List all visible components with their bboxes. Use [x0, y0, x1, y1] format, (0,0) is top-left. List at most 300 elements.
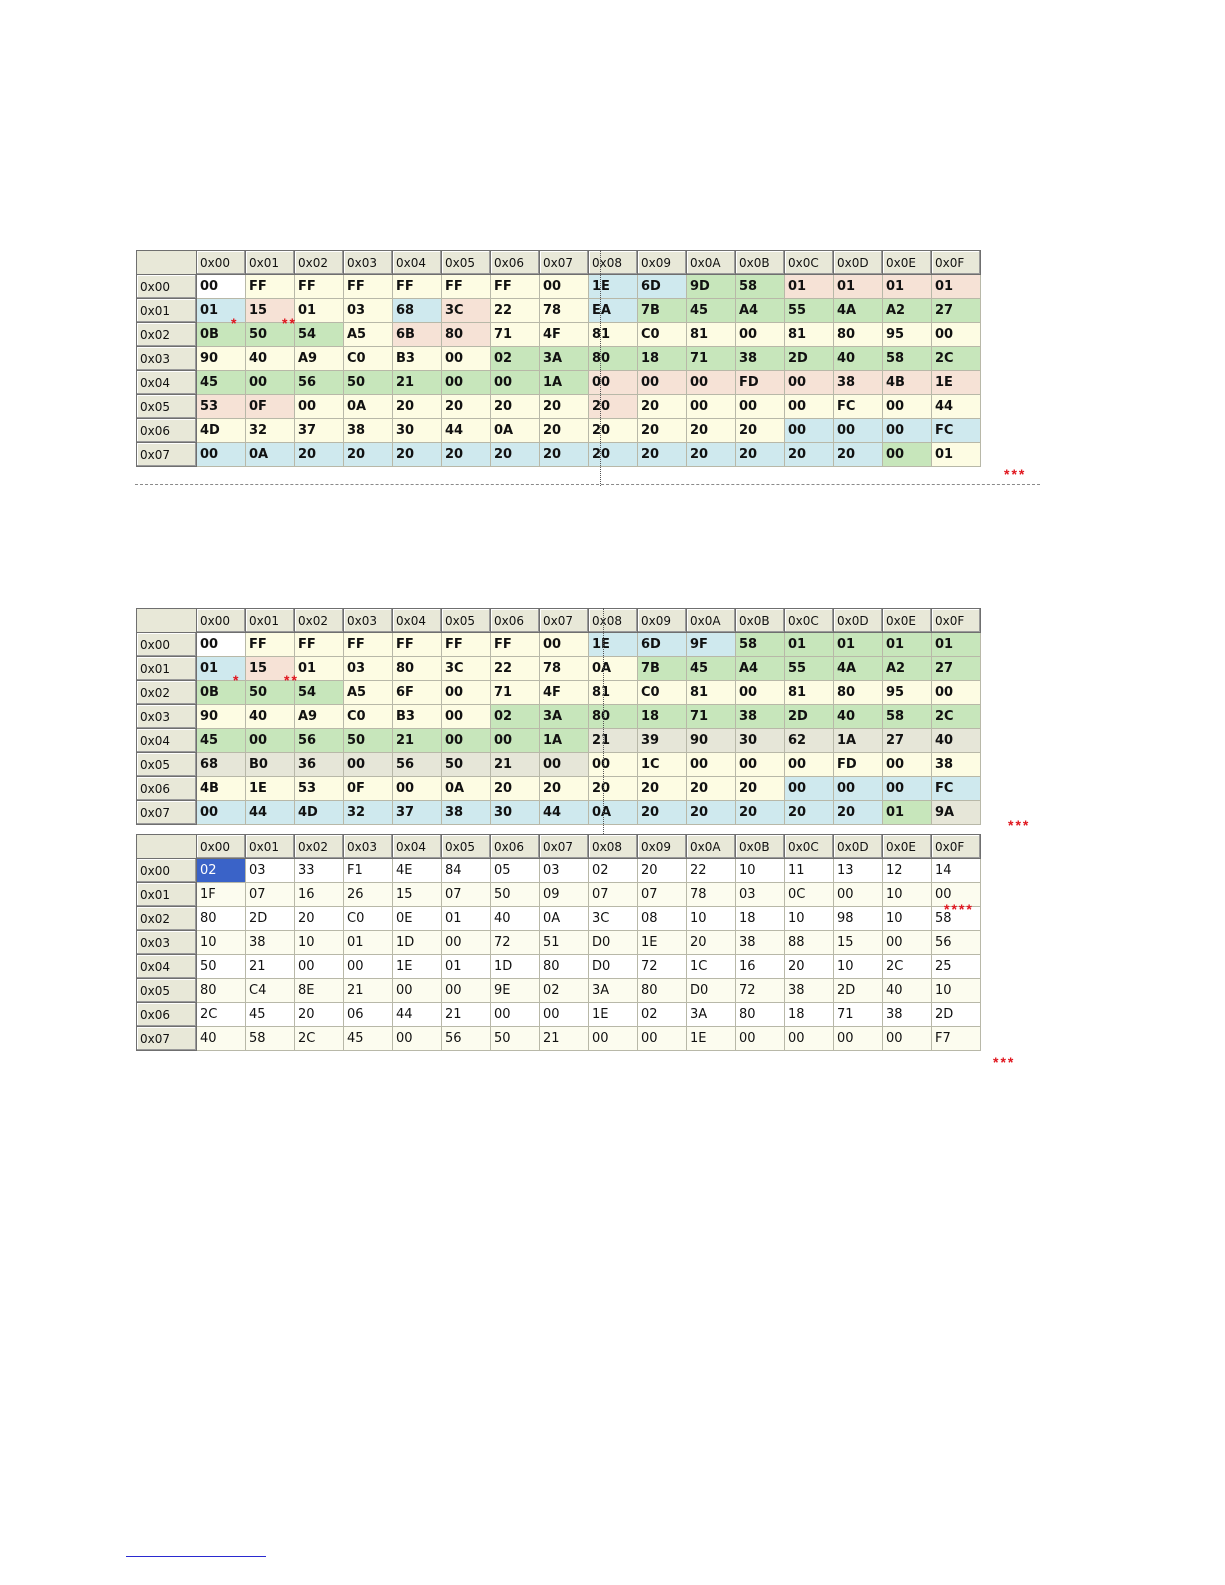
hex-cell[interactable]: 71	[834, 1003, 883, 1027]
hex-cell[interactable]: C0	[638, 681, 687, 705]
hex-cell[interactable]: 10	[932, 979, 981, 1003]
hex-cell[interactable]: 30	[393, 419, 442, 443]
hex-cell[interactable]: 71	[491, 323, 540, 347]
hex-cell[interactable]: 80	[638, 979, 687, 1003]
hex-cell[interactable]: 54	[295, 681, 344, 705]
hex-cell[interactable]: 20	[540, 443, 589, 467]
hex-cell[interactable]: 00	[540, 753, 589, 777]
hex-cell[interactable]: 0E	[393, 907, 442, 931]
hex-cell[interactable]: 3A	[540, 347, 589, 371]
hex-cell[interactable]: 00	[883, 931, 932, 955]
hex-cell[interactable]: 1C	[638, 753, 687, 777]
row-header[interactable]: 0x07	[137, 443, 197, 467]
column-header[interactable]: 0x0E	[883, 835, 932, 859]
hex-cell[interactable]: 80	[736, 1003, 785, 1027]
hex-cell[interactable]: 10	[883, 883, 932, 907]
hex-cell[interactable]: 13	[834, 859, 883, 883]
hex-cell[interactable]: FF	[491, 633, 540, 657]
hex-cell[interactable]: 00	[344, 955, 393, 979]
hex-cell[interactable]: 20	[344, 443, 393, 467]
column-header[interactable]: 0x0F	[932, 251, 981, 275]
hex-cell[interactable]: 10	[197, 931, 246, 955]
hex-cell[interactable]: 21	[589, 729, 638, 753]
column-header[interactable]: 0x04	[393, 835, 442, 859]
hex-cell[interactable]: 01	[834, 275, 883, 299]
hex-cell[interactable]: 2D	[932, 1003, 981, 1027]
hex-cell[interactable]: 72	[638, 955, 687, 979]
hex-cell[interactable]: 55	[785, 657, 834, 681]
hex-cell[interactable]: 00	[785, 395, 834, 419]
hex-cell[interactable]: 40	[932, 729, 981, 753]
hex-cell[interactable]: 1E	[393, 955, 442, 979]
hex-cell[interactable]: 44	[442, 419, 491, 443]
row-header[interactable]: 0x07	[137, 1027, 197, 1051]
hex-cell[interactable]: D0	[589, 931, 638, 955]
hex-cell[interactable]: 1A	[540, 371, 589, 395]
hex-cell[interactable]: 20	[687, 801, 736, 825]
hex-cell[interactable]: 40	[246, 705, 295, 729]
hex-cell[interactable]: A4	[736, 657, 785, 681]
hex-cell[interactable]: A9	[295, 347, 344, 371]
hex-cell[interactable]: 00	[785, 777, 834, 801]
hex-cell[interactable]: 71	[687, 347, 736, 371]
hex-cell[interactable]: 44	[393, 1003, 442, 1027]
hex-cell[interactable]: 20	[687, 777, 736, 801]
hex-cell[interactable]: 00	[393, 979, 442, 1003]
hex-cell[interactable]: 1E	[932, 371, 981, 395]
hex-cell[interactable]: B3	[393, 705, 442, 729]
hex-cell[interactable]: 27	[932, 299, 981, 323]
hex-cell[interactable]: A2	[883, 657, 932, 681]
hex-cell[interactable]: C4	[246, 979, 295, 1003]
hex-cell[interactable]: 01	[295, 299, 344, 323]
row-header[interactable]: 0x00	[137, 633, 197, 657]
hex-cell[interactable]: 00	[736, 395, 785, 419]
hex-cell[interactable]: 00	[197, 801, 246, 825]
hex-cell[interactable]: 3C	[442, 657, 491, 681]
hex-cell[interactable]: 16	[295, 883, 344, 907]
hex-cell[interactable]: 7B	[638, 299, 687, 323]
hex-cell[interactable]: 84	[442, 859, 491, 883]
hex-cell[interactable]: 8E	[295, 979, 344, 1003]
hex-cell[interactable]: 20	[589, 443, 638, 467]
hex-cell[interactable]: 15	[834, 931, 883, 955]
hex-cell[interactable]: 95	[883, 681, 932, 705]
hex-cell[interactable]: 20	[638, 801, 687, 825]
hex-cell[interactable]: 00	[442, 729, 491, 753]
hex-cell[interactable]: 15	[393, 883, 442, 907]
hex-cell[interactable]: 10	[834, 955, 883, 979]
column-header[interactable]: 0x07	[540, 251, 589, 275]
hex-cell[interactable]: 00	[197, 633, 246, 657]
hex-cell[interactable]: 06	[344, 1003, 393, 1027]
hex-cell[interactable]: 88	[785, 931, 834, 955]
hex-cell[interactable]: FF	[344, 633, 393, 657]
hex-cell[interactable]: 20	[442, 443, 491, 467]
column-header[interactable]: 0x0F	[932, 835, 981, 859]
hex-cell[interactable]: 45	[687, 657, 736, 681]
hex-cell[interactable]: 50	[491, 883, 540, 907]
hex-cell[interactable]: 00	[540, 1003, 589, 1027]
hex-cell[interactable]: 18	[638, 347, 687, 371]
column-header[interactable]: 0x04	[393, 609, 442, 633]
hex-cell[interactable]: 81	[589, 323, 638, 347]
hex-cell[interactable]: 4E	[393, 859, 442, 883]
hex-cell[interactable]: 1F	[197, 883, 246, 907]
hex-cell[interactable]: 58	[736, 275, 785, 299]
hex-cell[interactable]: 0A	[589, 801, 638, 825]
hex-cell[interactable]: 56	[295, 371, 344, 395]
row-header[interactable]: 0x04	[137, 955, 197, 979]
hex-cell[interactable]: 09	[540, 883, 589, 907]
hex-cell[interactable]: 80	[834, 323, 883, 347]
hex-cell[interactable]: 80	[589, 705, 638, 729]
hex-cell[interactable]: D0	[589, 955, 638, 979]
hex-cell[interactable]: 38	[785, 979, 834, 1003]
hex-cell[interactable]: 78	[687, 883, 736, 907]
column-header[interactable]: 0x06	[491, 251, 540, 275]
hex-cell[interactable]: C0	[344, 347, 393, 371]
hex-cell[interactable]: 00	[932, 323, 981, 347]
hex-cell[interactable]: 01	[295, 657, 344, 681]
hex-cell[interactable]: 3A	[589, 979, 638, 1003]
column-header[interactable]: 0x02	[295, 251, 344, 275]
hex-cell[interactable]: 08	[638, 907, 687, 931]
hex-cell[interactable]: 3C	[442, 299, 491, 323]
hex-cell[interactable]: FF	[442, 633, 491, 657]
hex-cell[interactable]: 20	[393, 395, 442, 419]
column-header[interactable]: 0x00	[197, 251, 246, 275]
column-header[interactable]: 0x05	[442, 835, 491, 859]
hex-cell[interactable]: FF	[246, 633, 295, 657]
hex-cell[interactable]: A9	[295, 705, 344, 729]
hex-cell[interactable]: 80	[393, 657, 442, 681]
hex-cell[interactable]: 0B	[197, 681, 246, 705]
hex-cell[interactable]: 3A	[540, 705, 589, 729]
hex-cell[interactable]: 01	[442, 955, 491, 979]
hex-cell[interactable]: 58	[883, 347, 932, 371]
hex-cell[interactable]: 00	[736, 753, 785, 777]
column-header[interactable]: 0x0F	[932, 609, 981, 633]
column-header[interactable]: 0x00	[197, 609, 246, 633]
hex-cell[interactable]: 2D	[246, 907, 295, 931]
hex-cell[interactable]: 20	[442, 395, 491, 419]
column-header[interactable]: 0x0C	[785, 251, 834, 275]
hex-cell[interactable]: FD	[834, 753, 883, 777]
hex-cell[interactable]: 4D	[197, 419, 246, 443]
hex-cell[interactable]: 40	[834, 347, 883, 371]
hex-cell[interactable]: 21	[540, 1027, 589, 1051]
column-header[interactable]: 0x07	[540, 835, 589, 859]
hex-cell[interactable]: FF	[295, 633, 344, 657]
hex-cell[interactable]: FF	[393, 633, 442, 657]
column-header[interactable]: 0x0C	[785, 835, 834, 859]
hex-cell[interactable]: 1A	[834, 729, 883, 753]
hex-cell[interactable]: 72	[736, 979, 785, 1003]
hex-cell[interactable]: 01	[442, 907, 491, 931]
hex-cell[interactable]: 39	[638, 729, 687, 753]
hex-cell[interactable]: 50	[491, 1027, 540, 1051]
hex-cell[interactable]: 02	[491, 347, 540, 371]
hex-cell[interactable]: 22	[491, 657, 540, 681]
hex-cell[interactable]: 20	[736, 777, 785, 801]
hex-cell[interactable]: 07	[638, 883, 687, 907]
hex-cell[interactable]: 80	[540, 955, 589, 979]
hex-cell[interactable]: 30	[491, 801, 540, 825]
hex-cell[interactable]: 38	[246, 931, 295, 955]
hex-cell[interactable]: 01	[932, 443, 981, 467]
hex-cell[interactable]: 03	[736, 883, 785, 907]
hex-cell[interactable]: 58	[883, 705, 932, 729]
hex-cell[interactable]: 20	[638, 419, 687, 443]
hex-cell[interactable]: 02	[540, 979, 589, 1003]
hex-cell[interactable]: 3C	[589, 907, 638, 931]
column-header[interactable]: 0x0E	[883, 251, 932, 275]
row-header[interactable]: 0x05	[137, 753, 197, 777]
hex-cell[interactable]: FF	[344, 275, 393, 299]
hex-cell[interactable]: 02	[589, 859, 638, 883]
hex-cell[interactable]: 2C	[932, 347, 981, 371]
hex-cell[interactable]: 78	[540, 657, 589, 681]
hex-cell[interactable]: 00	[883, 443, 932, 467]
column-header[interactable]: 0x05	[442, 609, 491, 633]
column-header[interactable]: 0x02	[295, 835, 344, 859]
hex-cell[interactable]: 07	[442, 883, 491, 907]
hex-cell[interactable]: A4	[736, 299, 785, 323]
hex-cell[interactable]: 9D	[687, 275, 736, 299]
hex-cell[interactable]: 40	[197, 1027, 246, 1051]
column-header[interactable]: 0x06	[491, 609, 540, 633]
hex-cell[interactable]: 21	[344, 979, 393, 1003]
hex-cell[interactable]: 01	[834, 633, 883, 657]
hex-cell[interactable]: 4A	[834, 657, 883, 681]
column-header[interactable]: 0x09	[638, 251, 687, 275]
hex-cell[interactable]: 01	[883, 275, 932, 299]
hex-cell[interactable]: 01	[197, 657, 246, 681]
hex-cell[interactable]: C0	[638, 323, 687, 347]
hex-cell[interactable]: 45	[344, 1027, 393, 1051]
column-header[interactable]: 0x0C	[785, 609, 834, 633]
column-header[interactable]: 0x05	[442, 251, 491, 275]
hex-cell[interactable]: 01	[883, 633, 932, 657]
hex-cell[interactable]: 80	[589, 347, 638, 371]
row-header[interactable]: 0x06	[137, 777, 197, 801]
hex-cell[interactable]: 80	[442, 323, 491, 347]
hex-cell[interactable]: 81	[785, 323, 834, 347]
column-header[interactable]: 0x08	[589, 835, 638, 859]
hex-cell[interactable]: 22	[687, 859, 736, 883]
hex-cell[interactable]: 4F	[540, 681, 589, 705]
hex-cell[interactable]: 03	[540, 859, 589, 883]
hex-cell[interactable]: 78	[540, 299, 589, 323]
hex-cell[interactable]: 00	[442, 347, 491, 371]
column-header[interactable]: 0x0A	[687, 251, 736, 275]
hex-cell[interactable]: 21	[491, 753, 540, 777]
hex-cell[interactable]: 50	[344, 371, 393, 395]
column-header[interactable]: 0x0E	[883, 609, 932, 633]
hex-cell[interactable]: 4A	[834, 299, 883, 323]
hex-cell[interactable]: 20	[638, 777, 687, 801]
hex-cell[interactable]: 00	[589, 753, 638, 777]
hex-cell[interactable]: 20	[736, 419, 785, 443]
hex-cell[interactable]: 9F	[687, 633, 736, 657]
hex-cell[interactable]: 44	[540, 801, 589, 825]
hex-cell[interactable]: 00	[442, 979, 491, 1003]
hex-cell[interactable]: 21	[393, 371, 442, 395]
hex-cell[interactable]: 20	[295, 443, 344, 467]
column-header[interactable]: 0x07	[540, 609, 589, 633]
hex-cell[interactable]: 10	[736, 859, 785, 883]
hex-cell[interactable]: 20	[785, 955, 834, 979]
hex-cell[interactable]: 07	[246, 883, 295, 907]
hex-cell[interactable]: 95	[883, 323, 932, 347]
hex-cell[interactable]: 58	[932, 907, 981, 931]
hex-cell[interactable]: 1C	[687, 955, 736, 979]
hex-cell[interactable]: 40	[834, 705, 883, 729]
hex-cell[interactable]: 00	[295, 955, 344, 979]
hex-cell[interactable]: 02	[197, 859, 246, 883]
column-header[interactable]: 0x00	[197, 835, 246, 859]
hex-cell[interactable]: 50	[246, 681, 295, 705]
hex-cell[interactable]: 00	[736, 1027, 785, 1051]
hex-cell[interactable]: 18	[638, 705, 687, 729]
column-header[interactable]: 0x08	[589, 609, 638, 633]
hex-cell[interactable]: 72	[491, 931, 540, 955]
row-header[interactable]: 0x07	[137, 801, 197, 825]
hex-cell[interactable]: 38	[442, 801, 491, 825]
hex-cell[interactable]: 7B	[638, 657, 687, 681]
hex-cell[interactable]: 00	[736, 323, 785, 347]
row-header[interactable]: 0x02	[137, 681, 197, 705]
row-header[interactable]: 0x03	[137, 705, 197, 729]
hex-cell[interactable]: 0C	[785, 883, 834, 907]
hex-cell[interactable]: 56	[393, 753, 442, 777]
hex-cell[interactable]: 68	[393, 299, 442, 323]
hex-cell[interactable]: 20	[491, 395, 540, 419]
hex-cell[interactable]: 15	[246, 299, 295, 323]
hex-cell[interactable]: 0A	[589, 657, 638, 681]
hex-cell[interactable]: FC	[834, 395, 883, 419]
hex-cell[interactable]: 20	[687, 443, 736, 467]
hex-cell[interactable]: B0	[246, 753, 295, 777]
column-header[interactable]: 0x01	[246, 835, 295, 859]
hex-cell[interactable]: 00	[687, 371, 736, 395]
row-header[interactable]: 0x03	[137, 931, 197, 955]
hex-cell[interactable]: 27	[932, 657, 981, 681]
row-header[interactable]: 0x03	[137, 347, 197, 371]
hex-cell[interactable]: 1E	[589, 1003, 638, 1027]
hex-cell[interactable]: 45	[197, 371, 246, 395]
hex-cell[interactable]: 20	[589, 777, 638, 801]
hex-cell[interactable]: 02	[638, 1003, 687, 1027]
hex-cell[interactable]: 00	[785, 419, 834, 443]
hex-cell[interactable]: 33	[295, 859, 344, 883]
hex-cell[interactable]: 03	[246, 859, 295, 883]
hex-cell[interactable]: 20	[393, 443, 442, 467]
hex-cell[interactable]: 00	[540, 275, 589, 299]
hex-cell[interactable]: 1E	[687, 1027, 736, 1051]
hex-cell[interactable]: 0A	[491, 419, 540, 443]
hex-cell[interactable]: 25	[932, 955, 981, 979]
hex-cell[interactable]: 20	[785, 443, 834, 467]
hex-cell[interactable]: 45	[197, 729, 246, 753]
hex-cell[interactable]: 1E	[589, 633, 638, 657]
hex-cell[interactable]: 58	[246, 1027, 295, 1051]
hex-cell[interactable]: 0A	[442, 777, 491, 801]
hex-cell[interactable]: 81	[687, 681, 736, 705]
hex-cell[interactable]: 6B	[393, 323, 442, 347]
hex-cell[interactable]: 15	[246, 657, 295, 681]
hex-cell[interactable]: 50	[197, 955, 246, 979]
hex-cell[interactable]: 38	[736, 705, 785, 729]
hex-cell[interactable]: 20	[736, 801, 785, 825]
hex-cell[interactable]: 00	[393, 1027, 442, 1051]
hex-cell[interactable]: 9E	[491, 979, 540, 1003]
hex-cell[interactable]: 20	[589, 419, 638, 443]
hex-cell[interactable]: 90	[687, 729, 736, 753]
row-header[interactable]: 0x01	[137, 883, 197, 907]
hex-cell[interactable]: 20	[540, 777, 589, 801]
column-header[interactable]: 0x01	[246, 609, 295, 633]
hex-cell[interactable]: 22	[491, 299, 540, 323]
hex-cell[interactable]: FF	[246, 275, 295, 299]
hex-cell[interactable]: 00	[883, 395, 932, 419]
hex-cell[interactable]: 40	[491, 907, 540, 931]
hex-cell[interactable]: 71	[687, 705, 736, 729]
hex-cell[interactable]: 26	[344, 883, 393, 907]
hex-cell[interactable]: 00	[246, 729, 295, 753]
hex-cell[interactable]: 30	[736, 729, 785, 753]
row-header[interactable]: 0x04	[137, 371, 197, 395]
hex-cell[interactable]: 07	[589, 883, 638, 907]
column-header[interactable]: 0x0D	[834, 835, 883, 859]
hex-cell[interactable]: 38	[344, 419, 393, 443]
hex-cell[interactable]: 40	[883, 979, 932, 1003]
hex-cell[interactable]: 2C	[883, 955, 932, 979]
hex-cell[interactable]: 40	[246, 347, 295, 371]
hex-cell[interactable]: 01	[344, 931, 393, 955]
hex-cell[interactable]: 81	[687, 323, 736, 347]
hex-cell[interactable]: 20	[834, 443, 883, 467]
hex-cell[interactable]: 1E	[246, 777, 295, 801]
hex-cell[interactable]: 50	[344, 729, 393, 753]
hex-cell[interactable]: 14	[932, 859, 981, 883]
hex-cell[interactable]: C0	[344, 705, 393, 729]
hex-cell[interactable]: 20	[589, 395, 638, 419]
hex-cell[interactable]: 38	[736, 931, 785, 955]
hex-cell[interactable]: 00	[834, 1027, 883, 1051]
row-header[interactable]: 0x00	[137, 275, 197, 299]
row-header[interactable]: 0x06	[137, 419, 197, 443]
hex-cell[interactable]: 03	[344, 657, 393, 681]
hex-cell[interactable]: 18	[785, 1003, 834, 1027]
hex-cell[interactable]: 68	[197, 753, 246, 777]
column-header[interactable]: 0x06	[491, 835, 540, 859]
hex-cell[interactable]: 11	[785, 859, 834, 883]
hex-cell[interactable]: 00	[883, 753, 932, 777]
row-header[interactable]: 0x05	[137, 979, 197, 1003]
hex-cell[interactable]: 20	[540, 419, 589, 443]
hex-cell[interactable]: 00	[883, 777, 932, 801]
column-header[interactable]: 0x0B	[736, 251, 785, 275]
hex-cell[interactable]: 4B	[197, 777, 246, 801]
hex-cell[interactable]: 00	[197, 275, 246, 299]
hex-cell[interactable]: 6D	[638, 633, 687, 657]
hex-cell[interactable]: F1	[344, 859, 393, 883]
hex-cell[interactable]: 20	[834, 801, 883, 825]
hex-cell[interactable]: 32	[246, 419, 295, 443]
hex-cell[interactable]: B3	[393, 347, 442, 371]
